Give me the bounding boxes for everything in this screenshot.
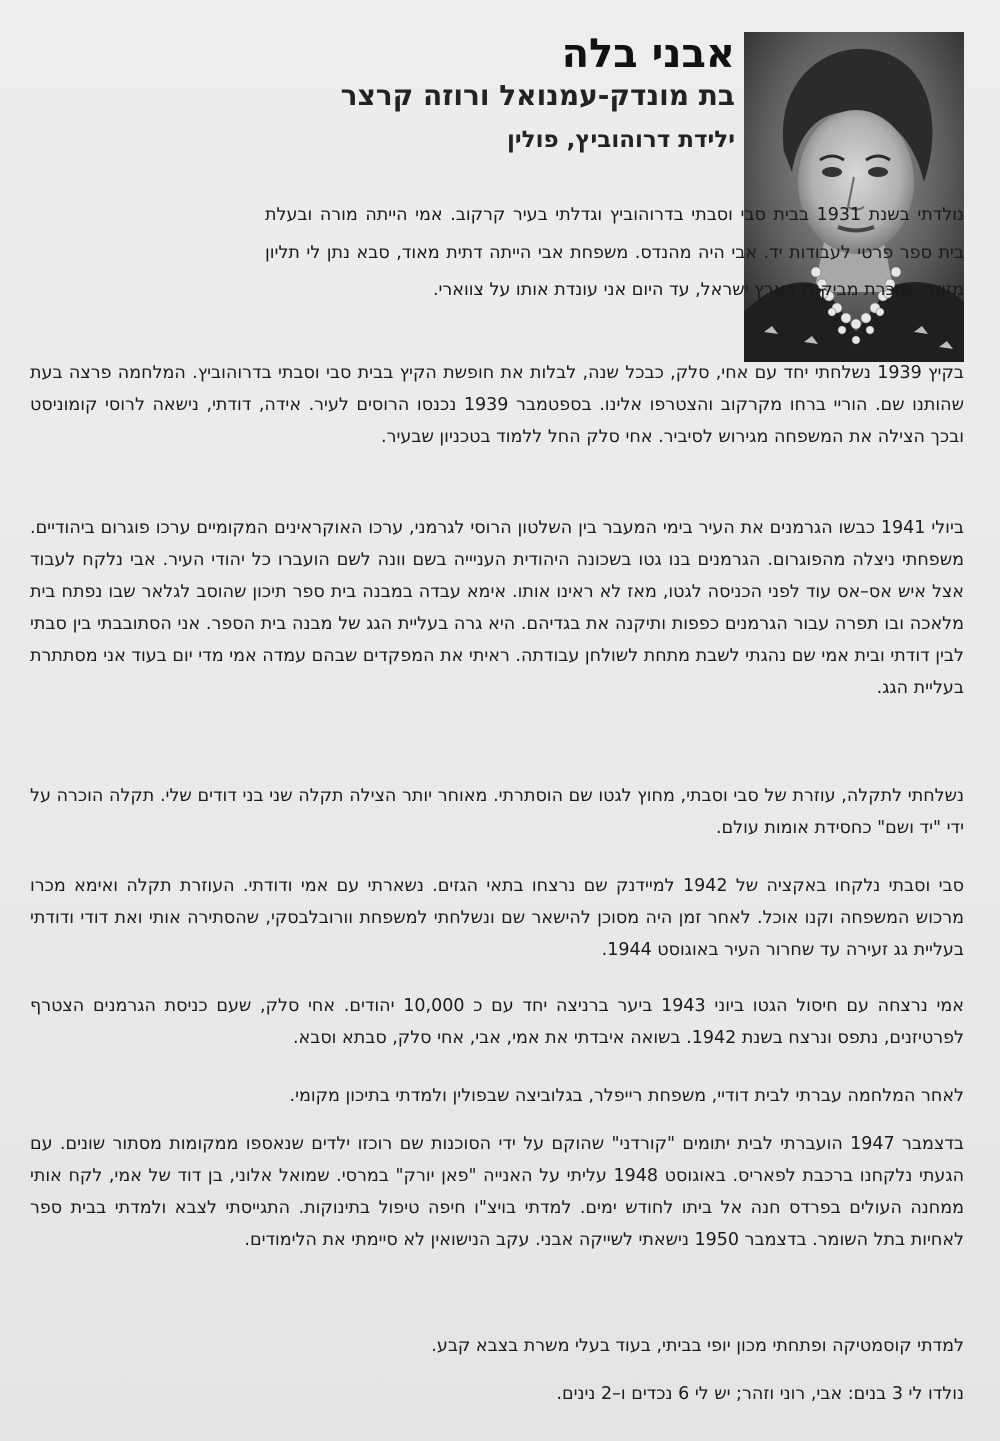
header-block (235, 30, 735, 156)
person-name: אבני בלה (561, 31, 735, 77)
paragraph-block (30, 1080, 964, 1112)
paragraph-block (30, 780, 964, 844)
paragraph: לאחר המלחמה עברתי לבית דודיי, משפחת רייפלר, בגלוביצה שבפולין ולמדתי בתיכון מקומי. (289, 1086, 964, 1106)
paragraph: למדתי קוסמטיקה ופתחתי מכון יופי בביתי, בעוד בעלי משרת בצבא קבע. (431, 1336, 964, 1356)
parents-line: בת מונדק-עמנואל ורוזה קרצר (340, 79, 735, 112)
paragraph: בדצמבר 1947 הועברתי לבית יתומים "קורדני" שהוקם על ידי הסוכנות שם רוכזו ילדים שנאספו ממקומות מסתור שונים. עם הגעתי נלקחנו ברכבת לפאריס. באוגוסט 1948 עליתי על האנייה "פאן יורק" במרסי. שמואל אלוני, בן דוד של אמי, לקח אותי ממחנה העולים בפרדס חנה אל ביתו לחודש ימים. למדתי בויצ"ו חיפה טיפול בתינוקות. התגייסתי לצבא ולמדתי בבית ספר לאחיות בתל השומר. בדצמבר 1950 נישאתי לשייקה אבני. עקב הנישואין לא סיימתי את הלימודים. (30, 1134, 964, 1250)
paragraph: בקיץ 1939 נשלחתי יחד עם אחי, סלק, כבכל שנה, לבלות את חופשת הקיץ בבית סבי וסבתי בדרוהוביץ. המלחמה פרצה בעת שהותנו שם. הוריי ברחו מקרקוב והצטרפו אלינו. בספטמבר 1939 נכנסו הרוסים לעיר. אידה, דודתי, נישאה לרוסי קומוניסט ובכך הצילה את המשפחה מגירוש לסיביר. אחי סלק החל ללמוד בטכניון שבעיר. (30, 363, 964, 447)
paragraph-block (30, 1378, 964, 1410)
paragraph-block (30, 1128, 964, 1256)
birthplace-line: ילידת דרוהוביץ, פולין (506, 127, 735, 153)
paragraph-block (30, 357, 964, 453)
paragraph-block (30, 870, 964, 966)
paragraph: ביולי 1941 כבשו הגרמנים את העיר בימי המעבר בין השלטון הרוסי לגרמני, ערכו האוקראינים המקומיים ערכו פוגרום ביהודיים. משפחתי ניצלה מהפוגרום. הגרמנים בנו גטו בשכונה היהודית העניייה בשם וונה לשם הועברו כל יהודי העיר. אבי נלקח לעבוד אצל איש אס–אס עוד לפני הכניסה לגטו, מאז לא ראינו אותו. אימא עבדה במבנה בית ספר תיכון שהוסב לגלאר שבו נפתח בית מלאכה ובו תפרה עבור הגרמנים כפפות ותיקנה את בגדיהם. היא גרה בעליית הגג של מבנה בית הספר. אני הסתובבתי בין סבתי לבין דודתי ובית אמי שם נהגתי לשבת מתחת לשולחן עבודתה. ראיתי את המפקדים שבהם עמדה אמי מדי יום בעוד אני מסתתרת בעליית הגג. (30, 518, 964, 698)
paragraph: אמי נרצחה עם חיסול הגטו ביוני 1943 ביער ברניצה יחד עם כ 10,000 יהודים. אחי סלק, שעם כניסת הגרמנים הצטרף לפרטיזנים, נתפס ונרצח בשנת 1942. בשואה איבדתי את אמי, אבי, אחי סלק, סבתא וסבא. (30, 996, 964, 1048)
paragraph-block (30, 1330, 964, 1362)
paragraph: נולדו לי 3 בנים: אבי, רוני וזהר; יש לי 6 נכדים ו–2 נינים. (556, 1384, 964, 1404)
paragraph: נשלחתי לתקלה, עוזרת של סבי וסבתי, מחוץ לגטו שם הוסתרתי. מאוחר יותר הצילה תקלה שני בני דודים שלי. תקלה הוכרה על ידי "יד ושם" כחסידת אומות עולם. (30, 786, 964, 838)
paragraph-intro-block (265, 197, 964, 310)
paragraph-block (30, 990, 964, 1054)
paragraph: סבי וסבתי נלקחו באקציה של 1942 למיידנק שם נרצחו בתאי הגזים. נשארתי עם אמי ודודתי. העוזרת תקלה ואימא מכרו מרכוש המשפחה וקנו אוכל. לאחר זמן היה מסוכן להישאר שם ונשלחתי למשפחת וורובלבסקי, שהסתירה אותי ואת דודי ודודתי בעליית גג זעירה עד שחרור העיר באוגוסט 1944. (30, 876, 964, 960)
paragraph: נולדתי בשנת 1931 בבית סבי וסבתי בדרוהוביץ וגדלתי בעיר קרקוב. אמי הייתה מורה ובעלת בית ספר פרטי לעבודות יד. אבי היה מהנדס. משפחת אבי הייתה דתית מאוד, סבא נתן לי תליון מזוזה, מזכרת מביקורו בארץ ישראל, עד היום אני עונדת אותו על צווארי. (265, 205, 965, 300)
paragraph-block (30, 512, 964, 704)
